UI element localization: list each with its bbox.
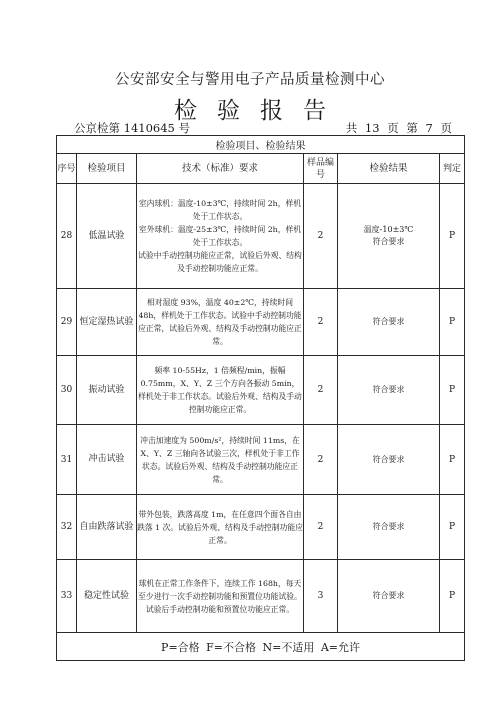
row-number: 33 [57, 560, 77, 633]
sample-number: 2 [304, 495, 338, 560]
test-item: 自由跌落试验 [77, 495, 137, 560]
requirement-text: 冲击加速度为 500m/s²，持续时间 11ms，在 X、Y、Z 三轴向各试验三次，样机处于非工作状态。试验后外观、结构及手动控制功能应正常。 [140, 435, 300, 484]
requirement-cell [137, 495, 304, 560]
requirement-text: 频率 10-55Hz，1 倍频程/min，振幅 0.75mm，X、Y、Z 三个方向各振动 5min，样机处于非工作状态。试验后外观、结构及手动控制功能应正常。 [138, 366, 302, 414]
verdict: P [440, 425, 465, 495]
page-info: 共 13 页 第 7 页 [345, 121, 452, 135]
test-result: 符合要求 [338, 425, 440, 495]
test-item: 冲击试验 [77, 425, 137, 495]
verdict: P [440, 184, 465, 289]
row-number: 32 [57, 495, 77, 560]
sample-number: 2 [304, 425, 338, 495]
document-number: 公京检第 1410645 号 [74, 121, 191, 135]
verdict: P [440, 289, 465, 356]
column-header-seq: 序号 [57, 154, 77, 184]
test-result: 温度-10±3℃ 符合要求 [338, 184, 440, 289]
test-item: 振动试验 [77, 356, 137, 425]
verdict: P [440, 495, 465, 560]
sample-number: 2 [304, 289, 338, 356]
section-title: 检验项目、检验结果 [57, 136, 465, 154]
row-number: 31 [57, 425, 77, 495]
requirement-text: 室外球机：温度-25±3℃，持续时间 2h，样机处于工作状态。 [138, 225, 302, 247]
column-header-verdict: 判定 [440, 154, 465, 184]
sample-number: 2 [304, 184, 338, 289]
column-header-item: 检验项目 [77, 154, 137, 184]
table-row [57, 560, 465, 633]
sample-number: 2 [304, 356, 338, 425]
test-item: 恒定湿热试验 [77, 289, 137, 356]
requirement-cell [137, 356, 304, 425]
column-header-result: 检验结果 [338, 154, 440, 184]
requirement-text: 相对湿度 93%，温度 40±2℃，持续时间 48h，样机处于工作状态。试验中手动控制功能应正常，试验后外观、结构及手动控制功能应正常。 [138, 298, 302, 346]
requirement-text: 试验中手动控制功能应正常，试验后外观、结构及手动控制功能应正常。 [138, 251, 302, 273]
test-result: 符合要求 [338, 356, 440, 425]
table-row [57, 356, 465, 425]
table-row [57, 184, 465, 289]
row-number: 29 [57, 289, 77, 356]
test-item: 低温试验 [77, 184, 137, 289]
organization-name: 公安部安全与警用电子产品质量检测中心 [115, 72, 385, 88]
test-result: 符合要求 [338, 289, 440, 356]
test-item: 稳定性试验 [77, 560, 137, 633]
requirement-cell [137, 425, 304, 495]
verdict-legend: P=合格 F=不合格 N=不适用 A=允许 [57, 633, 465, 661]
requirement-text: 室内球机：温度-10±3℃，持续时间 2h，样机处于工作状态。 [138, 199, 302, 221]
requirement-cell [137, 289, 304, 356]
verdict: P [440, 356, 465, 425]
requirement-cell [137, 560, 304, 633]
column-header-sample: 样品编号 [304, 154, 338, 184]
test-result: 符合要求 [338, 495, 440, 560]
report-title: 检验报告 [174, 98, 346, 124]
sample-number: 3 [304, 560, 338, 633]
table-row [57, 289, 465, 356]
column-header-requirement: 技术（标准）要求 [137, 154, 304, 184]
requirement-cell [137, 184, 304, 289]
table-row [57, 495, 465, 560]
row-number: 30 [57, 356, 77, 425]
row-number: 28 [57, 184, 77, 289]
inspection-results-table [56, 135, 465, 661]
verdict: P [440, 560, 465, 633]
test-result: 符合要求 [338, 560, 440, 633]
requirement-text: 带外包装，跌落高度 1m，在任意四个面各自由跌落 1 次。试验后外观、结构及手动控制功能应正常。 [137, 509, 303, 545]
requirement-text: 球机在正常工作条件下，连续工作 168h，每天至少进行一次手动控制功能和预置位功能试验。试验后手动控制功能和预置位功能应正常。 [138, 578, 302, 614]
table-row [57, 425, 465, 495]
